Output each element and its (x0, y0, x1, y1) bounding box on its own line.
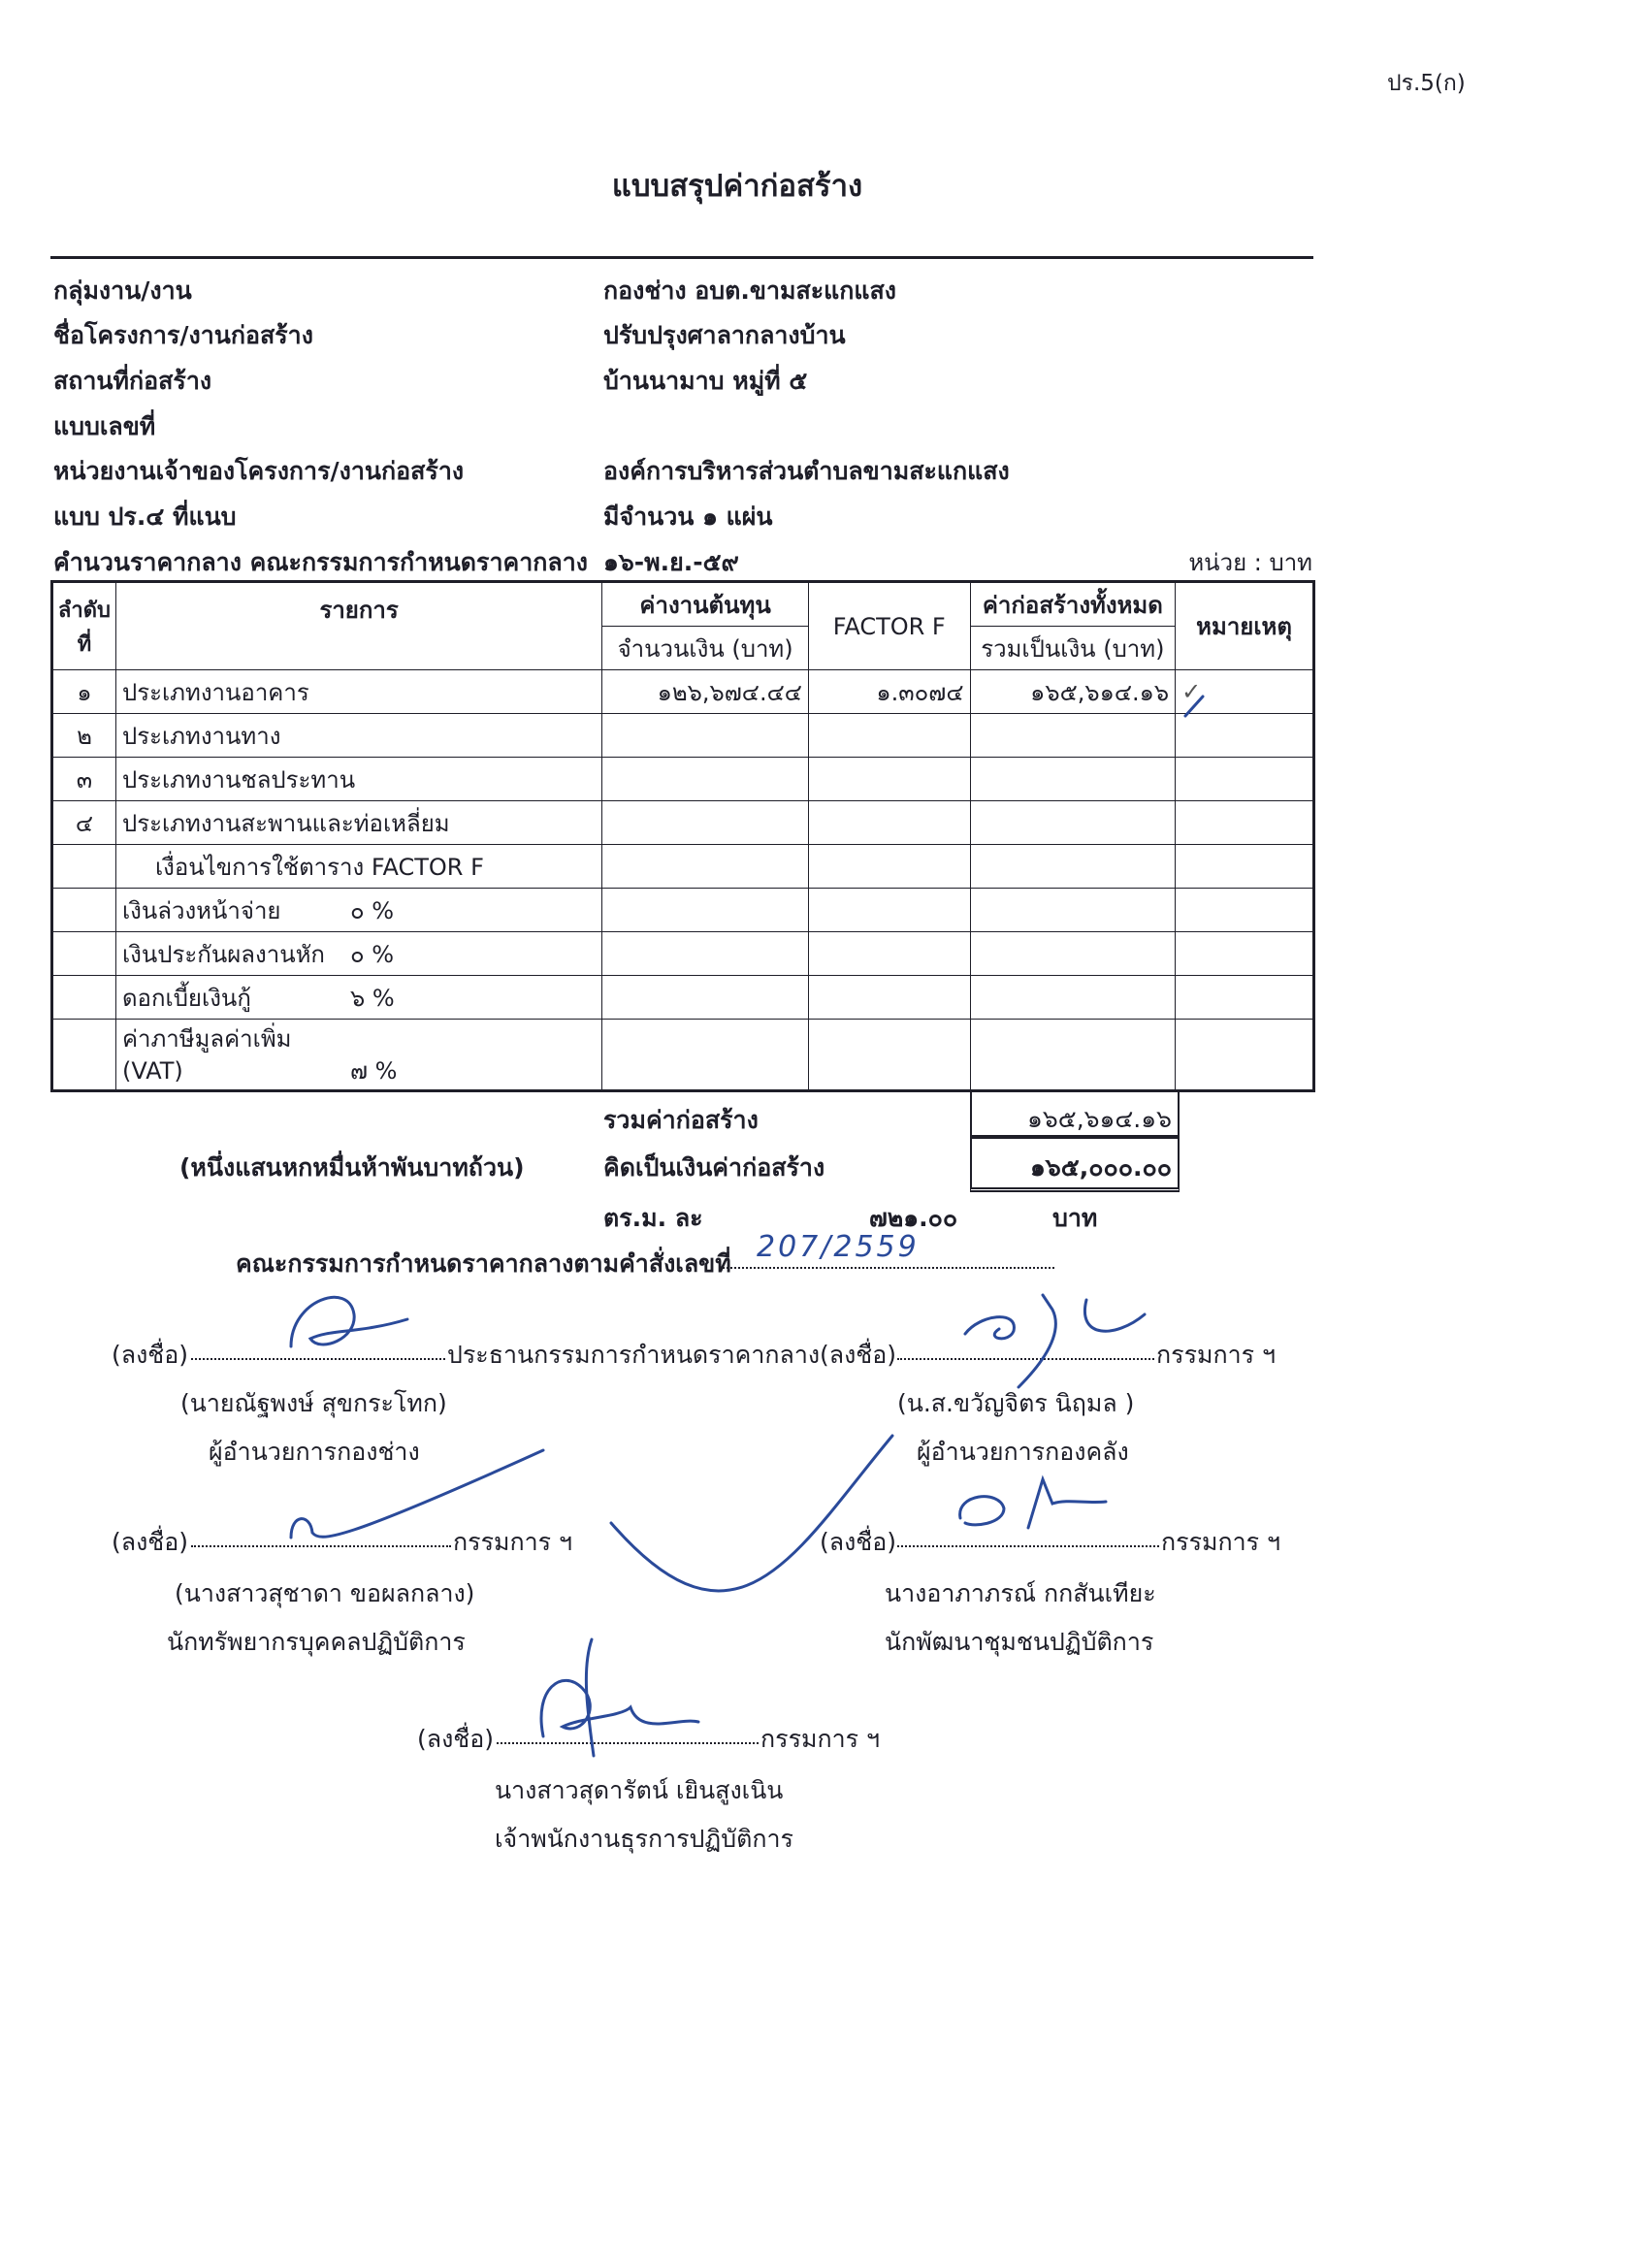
header-factor: FACTOR F (808, 582, 970, 670)
signature-scribble (965, 1295, 1145, 1387)
info-value-location: บ้านนามาบ หมู่ที่ ๕ (603, 367, 808, 395)
condition-value: ๐ % (349, 940, 395, 968)
condition-value: ๖ % (349, 984, 395, 1012)
header-no: ลำดับที่ (52, 582, 116, 670)
signer-position: ผู้อำนวยการกองช่าง (209, 1438, 420, 1466)
row-remark-check: ✓ (1176, 670, 1314, 714)
info-value-calc-date: ๑๖-พ.ย.-๕๙ (603, 548, 739, 576)
row-item: ประเภทงานสะพานและท่อเหลี่ยม (115, 801, 601, 845)
signature-prefix: (ลงชื่อ) (112, 1341, 189, 1369)
order-no-handwritten: 207/2559 (757, 1230, 920, 1264)
row-item: ประเภทงานทาง (115, 714, 601, 758)
header-remark: หมายเหตุ (1176, 582, 1314, 670)
signature-role: ประธานกรรมการกำหนดราคากลาง (447, 1341, 821, 1369)
row-cost: ๑๒๖,๖๗๔.๔๔ (602, 670, 809, 714)
final-label: คิดเป็นเงินค่าก่อสร้าง (603, 1153, 825, 1182)
info-label-attachment: แบบ ปร.๔ ที่แนบ (53, 502, 237, 531)
sum-label: รวมค่าก่อสร้าง (603, 1106, 759, 1134)
info-label-work-group: กลุ่มงาน/งาน (53, 276, 192, 305)
signature-scribble (960, 1479, 1106, 1528)
condition-label: ค่าภาษีมูลค่าเพิ่ม (VAT) (121, 1025, 292, 1085)
header-total-top: ค่าก่อสร้างทั้งหมด (970, 582, 1176, 627)
condition-value: ๐ % (349, 896, 395, 924)
amount-in-words: (หนึ่งแสนหกหมื่นห้าพันบาทถ้วน) (179, 1153, 525, 1182)
signer-name: (นางสาวสุชาดา ขอผลกลาง) (175, 1579, 475, 1607)
header-cost-top: ค่างานต้นทุน (602, 582, 809, 627)
row-item: ประเภทงานชลประทาน (115, 758, 601, 801)
signature-prefix: (ลงชื่อ) (112, 1528, 189, 1556)
signature-scribble (611, 1436, 892, 1591)
row-no: ๔ (52, 801, 116, 845)
info-label-project: ชื่อโครงการ/งานก่อสร้าง (53, 321, 313, 349)
info-label-calc-date: คำนวนราคากลาง คณะกรรมการกำหนดราคากลาง (53, 548, 588, 576)
signer-name: (นายณัฐพงษ์ สุขกระโทก) (180, 1389, 447, 1417)
condition-value: ๗ % (349, 1057, 398, 1085)
row-no: ๒ (52, 714, 116, 758)
signer-position: ผู้อำนวยการกองคลัง (917, 1438, 1129, 1466)
row-no: ๓ (52, 758, 116, 801)
signer-name: นางสาวสุดารัตน์ เยินสูงเนิน (495, 1776, 784, 1804)
header-cost-bottom: จำนวนเงิน (บาท) (602, 627, 809, 670)
row-total: ๑๖๕,๖๑๔.๑๖ (970, 670, 1176, 714)
info-label-drawing-no: แบบเลขที่ (53, 412, 156, 440)
signature-scribble (291, 1450, 543, 1538)
signature-scribble (541, 1639, 698, 1756)
signature-role: กรรมการ ฯ (760, 1725, 881, 1753)
signature-prefix: (ลงชื่อ) (820, 1528, 897, 1556)
signature-role: กรรมการ ฯ (453, 1528, 573, 1556)
signer-name: (น.ส.ขวัญจิตร นิฤมล ) (897, 1389, 1135, 1417)
row-no: ๑ (52, 670, 116, 714)
info-value-project: ปรับปรุงศาลากลางบ้าน (603, 321, 846, 349)
document-title: แบบสรุปค่าก่อสร้าง (611, 169, 863, 204)
row-item: ประเภทงานอาคาร (115, 670, 601, 714)
info-label-owner: หน่วยงานเจ้าของโครงการ/งานก่อสร้าง (53, 457, 465, 485)
info-value-attachment: มีจำนวน ๑ แผ่น (603, 502, 773, 531)
row-factor: ๑.๓๐๗๔ (808, 670, 970, 714)
signer-position: เจ้าพนักงานธุรการปฏิบัติการ (495, 1825, 793, 1853)
signer-name: นางอาภาภรณ์ กกสันเทียะ (885, 1579, 1156, 1607)
per-sqm-value: ๗๒๑.๐๐ (869, 1204, 958, 1232)
signature-prefix: (ลงชื่อ) (417, 1725, 495, 1753)
committee-order-text: คณะกรรมการกำหนดราคากลางตามคำสั่งเลขที่ (236, 1249, 731, 1278)
conditions-title: เงื่อนไขการใช้ตาราง FACTOR F (115, 845, 601, 889)
check-mark-icon (1185, 697, 1203, 716)
info-value-work-group: กองช่าง อบต.ขามสะแกแสง (603, 276, 897, 305)
signature-role: กรรมการ ฯ (1161, 1528, 1281, 1556)
form-code: ปร.5(ก) (1387, 71, 1466, 96)
per-sqm-label: ตร.ม. ละ (603, 1204, 703, 1232)
condition-label: เงินล่วงหน้าจ่าย (121, 896, 281, 924)
signer-position: นักพัฒนาชุมชนปฏิบัติการ (885, 1628, 1154, 1656)
signature-role: กรรมการ ฯ (1156, 1341, 1277, 1369)
header-total-bottom: รวมเป็นเงิน (บาท) (970, 627, 1176, 670)
info-value-owner: องค์การบริหารส่วนตำบลขามสะแกแสง (603, 457, 1010, 485)
unit-label: หน่วย : บาท (1188, 549, 1312, 576)
signature-prefix: (ลงชื่อ) (820, 1341, 897, 1369)
signer-position: นักทรัพยากรบุคคลปฏิบัติการ (167, 1628, 466, 1656)
final-value: ๑๖๕,๐๐๐.๐๐ (1030, 1153, 1172, 1182)
sum-value: ๑๖๕,๖๑๔.๑๖ (1027, 1105, 1172, 1133)
condition-label: เงินประกันผลงานหัก (121, 940, 325, 968)
header-item: รายการ (115, 582, 601, 670)
signature-scribble (291, 1297, 407, 1346)
baht-unit: บาท (1052, 1204, 1098, 1232)
info-label-location: สถานที่ก่อสร้าง (53, 367, 212, 395)
condition-label: ดอกเบี้ยเงินกู้ (121, 984, 251, 1012)
